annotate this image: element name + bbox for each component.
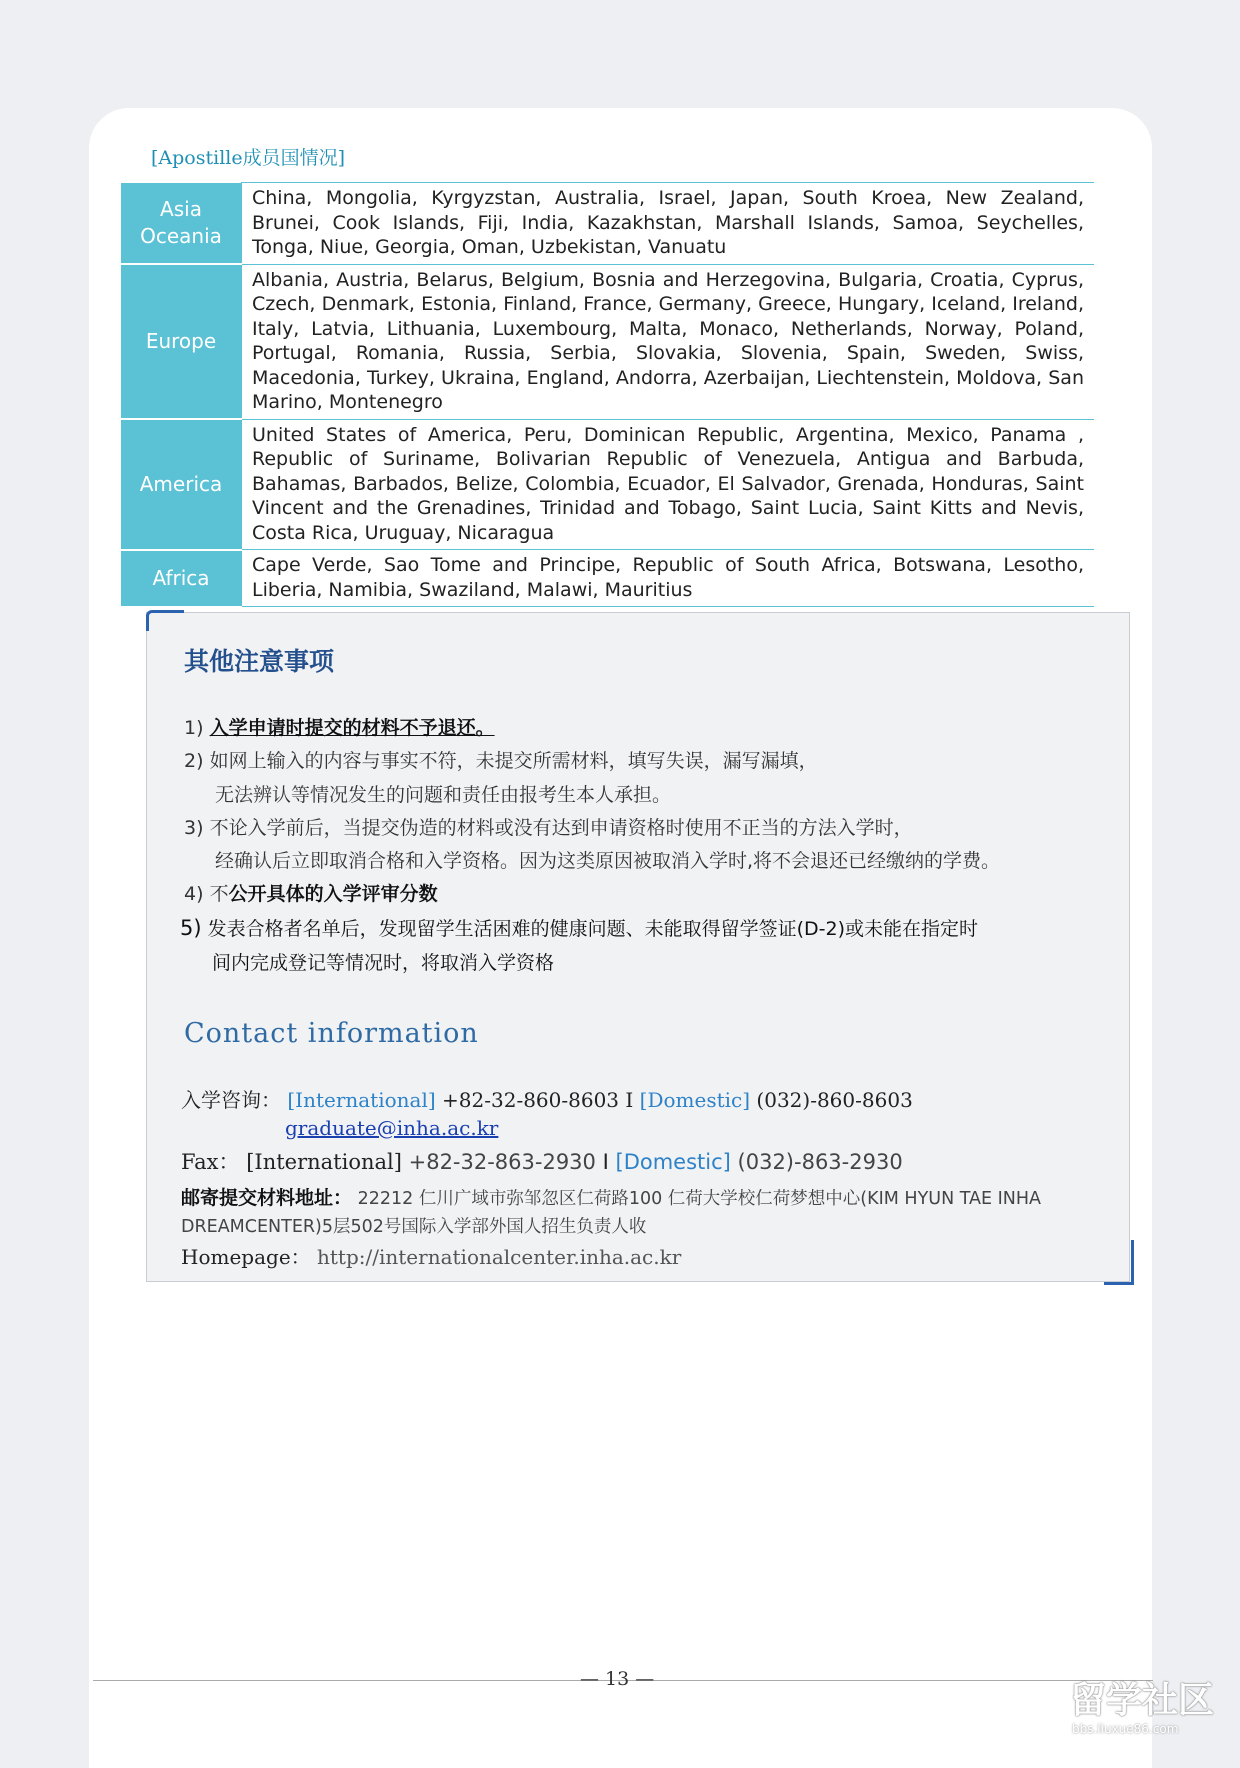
countries-cell: Albania, Austria, Belarus, Belgium, Bosnia and Herzegovina, Bulgaria, Croatia, Cyprus, Czech, Denmark, Estonia, Finland, France, Germany, Greece, Hungary, Iceland, Ireland, Italy, Latvia, Lithuania, Luxembourg, Malta, Monaco, Netherlands, Norway, Poland, Portugal, Romania, Russia, Serbia, Slovakia, Slovenia, Spain, Sweden, Swiss, Macedonia, Turkey, Ukraina, England, Andorra, Azerbaijan, Liechtenstein, Moldova, San Marino, Montenegro	[242, 264, 1095, 419]
inquiry-line	[181, 1084, 913, 1113]
corner-decoration	[146, 610, 184, 631]
notice-item-3	[184, 813, 913, 840]
notice-item-5	[180, 914, 978, 941]
fax-label: Fax：	[181, 1150, 240, 1174]
notice-item-2	[184, 746, 818, 773]
notice-title: 其他注意事项	[184, 647, 335, 676]
contact-title: Contact information	[184, 1018, 479, 1049]
fax-intl-label: [International]	[246, 1150, 402, 1174]
mail-address-cont: DREAMCENTER)5层502号国际入学部外国人招生负责人收	[181, 1217, 647, 1237]
section-title: [Apostille成员国情况]	[151, 147, 346, 169]
homepage-label: Homepage：	[181, 1245, 311, 1269]
notice-item-2-cont: 无法辨认等情况发生的问题和责任由报考生本人承担。	[215, 784, 672, 806]
item-number: 5)	[180, 916, 202, 940]
apostille-table	[121, 182, 1094, 608]
intl-label: [International]	[287, 1088, 436, 1112]
homepage-link[interactable]: http://internationalcenter.inha.ac.kr	[317, 1245, 682, 1269]
notice-item-3-cont: 经确认后立即取消合格和入学资格。因为这类原因被取消入学时,将不会退还已经缴纳的学费。	[215, 850, 1001, 872]
email-link[interactable]: graduate@inha.ac.kr	[285, 1116, 499, 1140]
mail-line	[181, 1183, 1041, 1210]
fax-line	[181, 1146, 903, 1176]
item-text: 发表合格者名单后，发现留学生活困难的健康问题、未能取得留学签证(D-2)或未能在指定时	[207, 918, 979, 940]
item-number: 3)	[184, 817, 204, 839]
item-text: 入学申请时提交的材料不予退还。	[209, 717, 495, 739]
notice-item-4	[184, 879, 438, 906]
homepage-line	[181, 1241, 681, 1270]
countries-cell: United States of America, Peru, Dominican Republic, Argentina, Mexico, Panama , Republic of Suriname, Bolivarian Republic of Venezuela, Antigua and Barbuda, Bahamas, Barbados, Belize, Colombia, Ecuador, El Salvador, Grenada, Honduras, Saint Vincent and the Grenadines, Trinidad and Tobago, Saint Lucia, Saint Kitts and Nevis, Costa Rica, Uruguay, Nicaragua	[242, 419, 1095, 550]
item-text: 公开具体的入学评审分数	[228, 883, 438, 905]
table-row	[121, 264, 1094, 419]
countries-cell: Cape Verde, Sao Tome and Principe, Republic of South Africa, Botswana, Lesotho, Liberia, Namibia, Swaziland, Malawi, Mauritius	[242, 550, 1095, 607]
table-row	[121, 183, 1094, 265]
intl-phone: +82-32-860-8603	[442, 1088, 620, 1112]
table-row	[121, 550, 1094, 607]
fax-dom-label: [Domestic]	[615, 1150, 731, 1174]
corner-decoration	[1104, 1240, 1134, 1285]
separator: I	[625, 1088, 634, 1112]
dom-label: [Domestic]	[639, 1088, 751, 1112]
watermark-url: bbs.liuxue86.com	[1072, 1722, 1179, 1736]
item-text: 不论入学前后，当提交伪造的材料或没有达到申请资格时使用不正当的方法入学时，	[209, 817, 913, 839]
page-number: — 13 —	[580, 1668, 655, 1690]
mail-label: 邮寄提交材料地址：	[181, 1187, 353, 1209]
mail-address: 22212 仁川广域市弥邹忽区仁荷路100 仁荷大学校仁荷梦想中心(KIM HYUN TAE INHA	[357, 1189, 1042, 1209]
item-text: 如网上输入的内容与事实不符，未提交所需材料，填写失误，漏写漏填，	[209, 750, 818, 772]
region-cell: Asia Oceania	[121, 183, 242, 265]
notice-item-1	[184, 713, 495, 740]
region-cell: Africa	[121, 550, 242, 607]
fax-intl: +82-32-863-2930	[408, 1150, 596, 1174]
watermark-logo: 留学社区	[1070, 1680, 1215, 1721]
notice-item-5-cont: 间内完成登记等情况时，将取消入学资格	[212, 952, 555, 974]
item-text: 不	[209, 883, 229, 905]
item-number: 1)	[184, 717, 204, 739]
separator: I	[602, 1150, 609, 1174]
dom-phone: (032)-860-8603	[756, 1088, 913, 1112]
inquiry-label: 入学咨询：	[181, 1088, 281, 1112]
fax-dom: (032)-863-2930	[737, 1150, 903, 1174]
region-cell: Europe	[121, 264, 242, 419]
table-row	[121, 419, 1094, 550]
countries-cell: China, Mongolia, Kyrgyzstan, Australia, Israel, Japan, South Kroea, New Zealand, Brunei, Cook Islands, Fiji, India, Kazakhstan, Marshall Islands, Samoa, Seychelles, Tonga, Niue, Georgia, Oman, Uzbekistan, Vanuatu	[242, 183, 1095, 265]
item-number: 2)	[184, 750, 204, 772]
region-cell: America	[121, 419, 242, 550]
item-number: 4)	[184, 883, 204, 905]
